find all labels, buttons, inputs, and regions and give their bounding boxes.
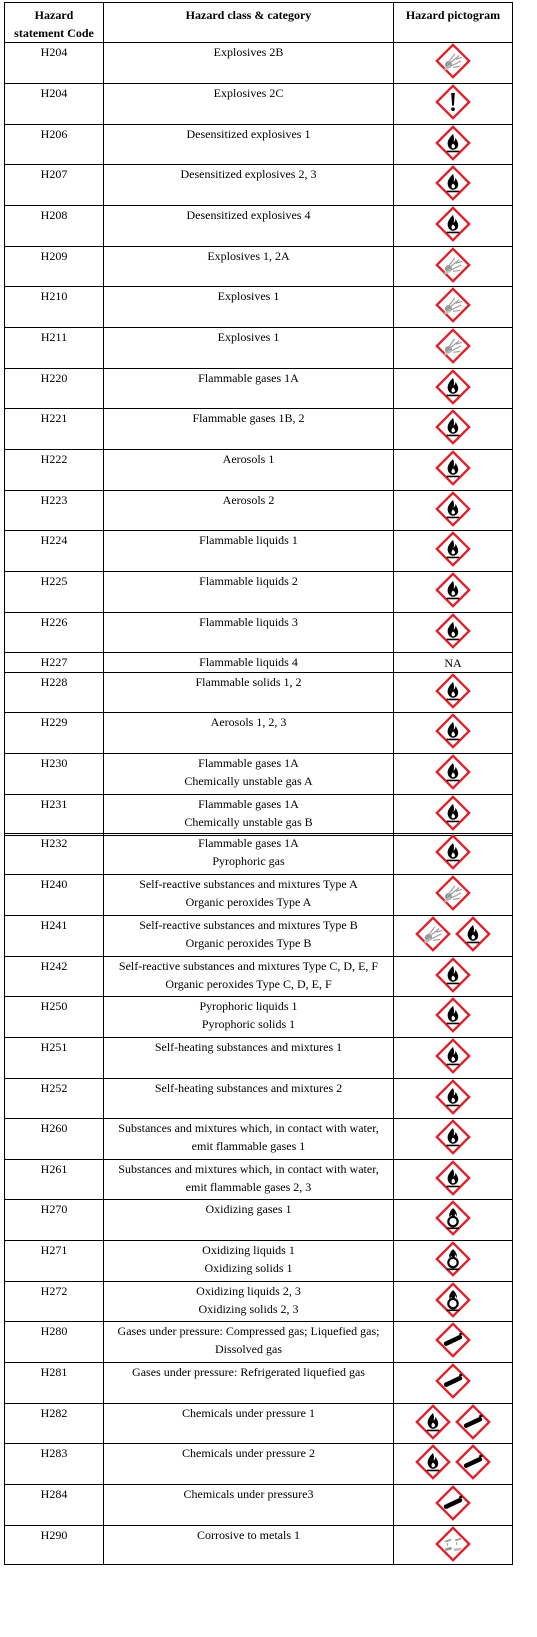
hazard-class-cell [104,1526,394,1565]
hazard-class-cell [104,125,394,165]
hazard-class-line: Organic peroxides Type A [185,895,312,909]
hazard-class-line: Self-heating substances and mixtures 2 [154,1081,343,1095]
table-row [5,1526,513,1565]
pictogram-cell [394,1363,513,1404]
hazard-class-line: Flammable solids 1, 2 [195,675,302,689]
hazard-code-cell: H220 [5,369,104,409]
pictogram-cell [394,1526,513,1565]
flame-icon [435,1079,471,1115]
hazard-class-cell [104,1485,394,1526]
flame-icon [435,673,471,709]
table-row [5,713,513,754]
hazard-code-cell: H241 [5,916,104,957]
table-row [5,450,513,491]
hazard-class-cell [104,1200,394,1241]
hazard-class-line: Explosives 1, 2A [207,249,290,263]
pictogram-group [394,491,512,527]
pictogram-cell [394,1079,513,1119]
hazard-class-line: Explosives 1 [217,330,280,344]
hazard-class-cell [104,713,394,754]
hazard-class-cell [104,653,394,673]
flame-over-circle-icon [435,1200,471,1236]
table-row [5,754,513,795]
table-row [5,875,513,916]
hazard-table-part-2 [4,833,513,1565]
pictogram-cell [394,1485,513,1526]
hazard-code-cell: H226 [5,613,104,653]
hazard-code-cell: H227 [5,653,104,673]
table-row [5,916,513,957]
hazard-code-cell: H223 [5,491,104,531]
exploding-bomb-icon [435,328,471,364]
pictogram-cell [394,834,513,875]
hazard-class-line: Gases under pressure: Compressed gas; Liquefied gas; [117,1324,380,1338]
gas-cylinder-icon [455,1444,491,1480]
hazard-class-cell [104,673,394,713]
hazard-class-cell [104,1079,394,1119]
flame-icon [435,1160,471,1196]
hazard-code-cell: H228 [5,673,104,713]
table-row [5,1444,513,1485]
table-row [5,1363,513,1404]
hazard-code-cell: H232 [5,834,104,875]
hazard-class-cell [104,409,394,450]
hazard-class-cell [104,1363,394,1404]
not-applicable-label: NA [444,656,462,670]
hazard-class-cell [104,613,394,653]
pictogram-cell [394,1160,513,1200]
pictogram-cell [394,997,513,1038]
hazard-class-line: Self-reactive substances and mixtures Type A [139,877,358,891]
hazard-class-line: Organic peroxides Type C, D, E, F [165,977,332,991]
table-row [5,1485,513,1526]
hazard-class-cell [104,531,394,572]
hazard-code-cell: H204 [5,43,104,84]
hazard-class-line: Gases under pressure: Refrigerated liquefied gas [132,1365,365,1379]
table-row [5,409,513,450]
header-code-line-2: statement Code [14,26,94,40]
hazard-code-cell: H207 [5,165,104,206]
hazard-class-line: Pyrophoric gas [212,854,285,868]
hazard-code-cell: H211 [5,328,104,369]
table-row [5,206,513,247]
pictogram-group [394,957,512,993]
hazard-class-cell [104,84,394,125]
hazard-class-cell [104,206,394,247]
pictogram-group [394,572,512,608]
flame-icon [415,1404,451,1440]
pictogram-cell [394,43,513,84]
pictogram-cell [394,409,513,450]
table-row [5,1038,513,1079]
pictogram-group [394,450,512,486]
hazard-class-line: Organic peroxides Type B [185,936,312,950]
table-row [5,531,513,572]
pictogram-cell [394,653,513,673]
hazard-class-line: Flammable liquids 4 [199,655,298,669]
pictogram-cell [394,875,513,916]
table-row [5,491,513,531]
flame-icon [435,997,471,1033]
pictogram-group [394,754,512,790]
hazard-class-line: Flammable gases 1A [198,797,299,811]
pictogram-cell [394,491,513,531]
header-code-line-1: Hazard [34,8,74,22]
pictogram-group [394,1282,512,1318]
pictogram-group [394,1526,512,1562]
hazard-class-line: Explosives 2C [213,86,284,100]
table-row [5,1200,513,1241]
hazard-class-line: Flammable liquids 3 [199,615,298,629]
pictogram-cell [394,328,513,369]
gas-cylinder-icon [435,1485,471,1521]
pictogram-cell [394,754,513,795]
hazard-code-cell: H270 [5,1200,104,1241]
table-row [5,247,513,287]
pictogram-cell [394,613,513,653]
gas-cylinder-icon [435,1322,471,1358]
table-row [5,1079,513,1119]
table-row [5,84,513,125]
hazard-class-cell [104,1160,394,1200]
table-row [5,653,513,673]
hazard-class-line: Flammable gases 1A [198,836,299,850]
pictogram-cell [394,531,513,572]
hazard-class-line: Aerosols 1 [222,452,275,466]
pictogram-cell [394,1241,513,1282]
header-class: Hazard class & category [104,3,394,43]
hazard-code-cell: H250 [5,997,104,1038]
table-row [5,957,513,997]
hazard-code-cell: H261 [5,1160,104,1200]
pictogram-cell [394,287,513,328]
pictogram-group [394,997,512,1033]
hazard-class-cell [104,997,394,1038]
pictogram-cell [394,125,513,165]
pictogram-group [394,531,512,567]
flame-icon [435,491,471,527]
pictogram-cell [394,1444,513,1485]
hazard-class-line: Desensitized explosives 1 [186,127,311,141]
pictogram-group [394,409,512,445]
flame-icon [435,206,471,242]
flame-icon [435,450,471,486]
hazard-class-line: Dissolved gas [215,1342,282,1356]
pictogram-group [394,916,512,952]
pictogram-cell [394,673,513,713]
exploding-bomb-icon [435,875,471,911]
flame-icon [435,795,471,831]
flame-icon [435,125,471,161]
flame-icon [435,754,471,790]
table-row [5,43,513,84]
hazard-class-line: Desensitized explosives 4 [186,208,311,222]
pictogram-group [394,369,512,405]
flame-icon [435,165,471,201]
hazard-code-cell: H283 [5,1444,104,1485]
pictogram-group [394,206,512,242]
pictogram-group [394,1160,512,1196]
pictogram-group [394,287,512,323]
hazard-class-line: Corrosive to metals 1 [197,1528,300,1542]
hazard-class-line: Chemicals under pressure3 [183,1487,314,1501]
table-row [5,1404,513,1444]
hazard-code-cell: H206 [5,125,104,165]
hazard-code-cell: H229 [5,713,104,754]
hazard-code-cell: H284 [5,1485,104,1526]
hazard-class-cell [104,875,394,916]
hazard-class-cell [104,1038,394,1079]
hazard-code-cell: H252 [5,1079,104,1119]
flame-icon [435,957,471,993]
pictogram-group [394,165,512,201]
hazard-class-line: Chemically unstable gas B [184,815,313,829]
pictogram-group [394,1485,512,1521]
pictogram-group [394,1079,512,1115]
hazard-code-cell: H222 [5,450,104,491]
hazard-class-cell [104,834,394,875]
exploding-bomb-icon [435,43,471,79]
pictogram-group [394,328,512,364]
pictogram-cell [394,795,513,836]
hazard-class-cell [104,450,394,491]
exploding-bomb-icon [415,916,451,952]
pictogram-cell [394,1200,513,1241]
hazard-class-line: emit flammable gases 1 [191,1139,306,1153]
hazard-class-cell [104,1241,394,1282]
table-row [5,165,513,206]
hazard-class-line: Oxidizing solids 2, 3 [198,1302,299,1316]
hazard-class-line: Oxidizing solids 1 [204,1261,293,1275]
hazard-table-part-1 [4,2,513,836]
exploding-bomb-icon [435,287,471,323]
flame-over-circle-icon [435,1241,471,1277]
pictogram-group [394,1038,512,1074]
flame-icon [435,1119,471,1155]
hazard-class-line: Explosives 1 [217,289,280,303]
table-row [5,673,513,713]
hazard-code-cell: H240 [5,875,104,916]
pictogram-cell [394,206,513,247]
pictogram-cell [394,1404,513,1444]
hazard-code-cell: H210 [5,287,104,328]
hazard-class-cell [104,957,394,997]
hazard-class-cell [104,795,394,836]
pictogram-cell [394,1282,513,1322]
hazard-class-cell [104,572,394,613]
table-row [5,1241,513,1282]
gas-cylinder-icon [455,1404,491,1440]
table-row [5,997,513,1038]
hazard-class-line: Flammable liquids 2 [199,574,298,588]
flame-icon [435,572,471,608]
hazard-code-cell: H272 [5,1282,104,1322]
flame-icon [435,369,471,405]
table-row [5,1282,513,1322]
hazard-code-cell: H204 [5,84,104,125]
pictogram-group [394,713,512,749]
hazard-class-line: Substances and mixtures which, in contact with water, [118,1162,379,1176]
pictogram-cell [394,916,513,957]
table-row [5,572,513,613]
header-pictogram: Hazard pictogram [394,3,513,43]
hazard-code-cell: H290 [5,1526,104,1565]
hazard-class-line: Self-reactive substances and mixtures Type B [139,918,358,932]
flame-icon [435,834,471,870]
hazard-class-line: Flammable gases 1B, 2 [192,411,305,425]
hazard-code-cell: H271 [5,1241,104,1282]
hazard-class-cell [104,491,394,531]
hazard-class-cell [104,165,394,206]
hazard-code-cell: H260 [5,1119,104,1160]
hazard-class-cell [104,328,394,369]
hazard-class-cell [104,1282,394,1322]
flame-over-circle-icon [435,1282,471,1318]
hazard-class-line: Oxidizing liquids 2, 3 [196,1284,301,1298]
flame-icon [455,916,491,952]
hazard-code-cell: H225 [5,572,104,613]
corrosion-icon [435,1526,471,1562]
table-row [5,1160,513,1200]
flame-icon [435,713,471,749]
pictogram-cell [394,572,513,613]
pictogram-cell [394,1038,513,1079]
hazard-class-line: Flammable gases 1A [198,371,299,385]
hazard-class-line: emit flammable gases 2, 3 [185,1180,312,1194]
pictogram-cell [394,957,513,997]
hazard-class-cell [104,1322,394,1363]
table-row [5,1119,513,1160]
hazard-class-cell [104,369,394,409]
pictogram-group [394,1363,512,1399]
hazard-code-cell: H224 [5,531,104,572]
hazard-class-line: Oxidizing gases 1 [205,1202,292,1216]
hazard-class-line: Oxidizing liquids 1 [202,1243,295,1257]
hazard-class-line: Chemically unstable gas A [184,774,313,788]
table-row [5,287,513,328]
hazard-code-cell: H208 [5,206,104,247]
gas-cylinder-icon [435,1363,471,1399]
table-row [5,613,513,653]
hazard-class-line: Chemicals under pressure 1 [182,1406,315,1420]
table-header-row [5,3,513,43]
pictogram-group [394,1119,512,1155]
hazard-class-line: Aerosols 1, 2, 3 [210,715,287,729]
hazard-code-cell: H242 [5,957,104,997]
hazard-class-cell [104,1444,394,1485]
flame-icon [435,531,471,567]
hazard-code-cell: H230 [5,754,104,795]
hazard-class-line: Flammable liquids 1 [199,533,298,547]
hazard-code-cell: H281 [5,1363,104,1404]
table-row [5,369,513,409]
pictogram-group [394,247,512,283]
hazard-class-line: Pyrophoric liquids 1 [199,999,298,1013]
hazard-class-cell [104,754,394,795]
hazard-code-cell: H231 [5,795,104,836]
pictogram-group [394,834,512,870]
pictogram-group [394,1200,512,1236]
hazard-code-cell: H251 [5,1038,104,1079]
hazard-code-cell: H209 [5,247,104,287]
hazard-class-cell [104,1404,394,1444]
pictogram-cell [394,84,513,125]
pictogram-group [394,1322,512,1358]
pictogram-group [394,673,512,709]
hazard-class-line: Self-heating substances and mixtures 1 [154,1040,343,1054]
hazard-class-line: Desensitized explosives 2, 3 [180,167,317,181]
hazard-class-line: Flammable gases 1A [198,756,299,770]
flame-icon [415,1444,451,1480]
hazard-class-line: Self-reactive substances and mixtures Type C, D, E, F [118,959,379,973]
hazard-class-line: Pyrophoric solids 1 [201,1017,296,1031]
hazard-code-cell: H221 [5,409,104,450]
flame-icon [435,409,471,445]
table-row [5,1322,513,1363]
pictogram-group [394,125,512,161]
pictogram-cell [394,1119,513,1160]
hazard-code-cell: H280 [5,1322,104,1363]
header-code [5,3,104,43]
flame-icon [435,1038,471,1074]
table-row [5,328,513,369]
pictogram-cell [394,713,513,754]
hazard-class-line: Aerosols 2 [222,493,275,507]
table-row [5,125,513,165]
hazard-class-line: Substances and mixtures which, in contact with water, [118,1121,379,1135]
pictogram-group [394,795,512,831]
flame-icon [435,613,471,649]
pictogram-group [394,1444,512,1480]
pictogram-group [394,1241,512,1277]
pictogram-group [394,84,512,120]
pictogram-group [394,43,512,79]
table-row [5,834,513,875]
pictogram-group [394,875,512,911]
exclamation-mark-icon [435,84,471,120]
hazard-class-line: Chemicals under pressure 2 [182,1446,315,1460]
hazard-class-cell [104,916,394,957]
hazard-class-cell [104,287,394,328]
hazard-class-line: Explosives 2B [213,45,284,59]
hazard-code-cell: H282 [5,1404,104,1444]
pictogram-cell [394,369,513,409]
pictogram-cell [394,165,513,206]
hazard-class-cell [104,247,394,287]
hazard-class-cell [104,1119,394,1160]
exploding-bomb-icon [435,247,471,283]
table-row [5,795,513,836]
pictogram-cell [394,247,513,287]
pictogram-cell [394,1322,513,1363]
hazard-class-cell [104,43,394,84]
pictogram-cell [394,450,513,491]
pictogram-group [394,1404,512,1440]
pictogram-group [394,613,512,649]
